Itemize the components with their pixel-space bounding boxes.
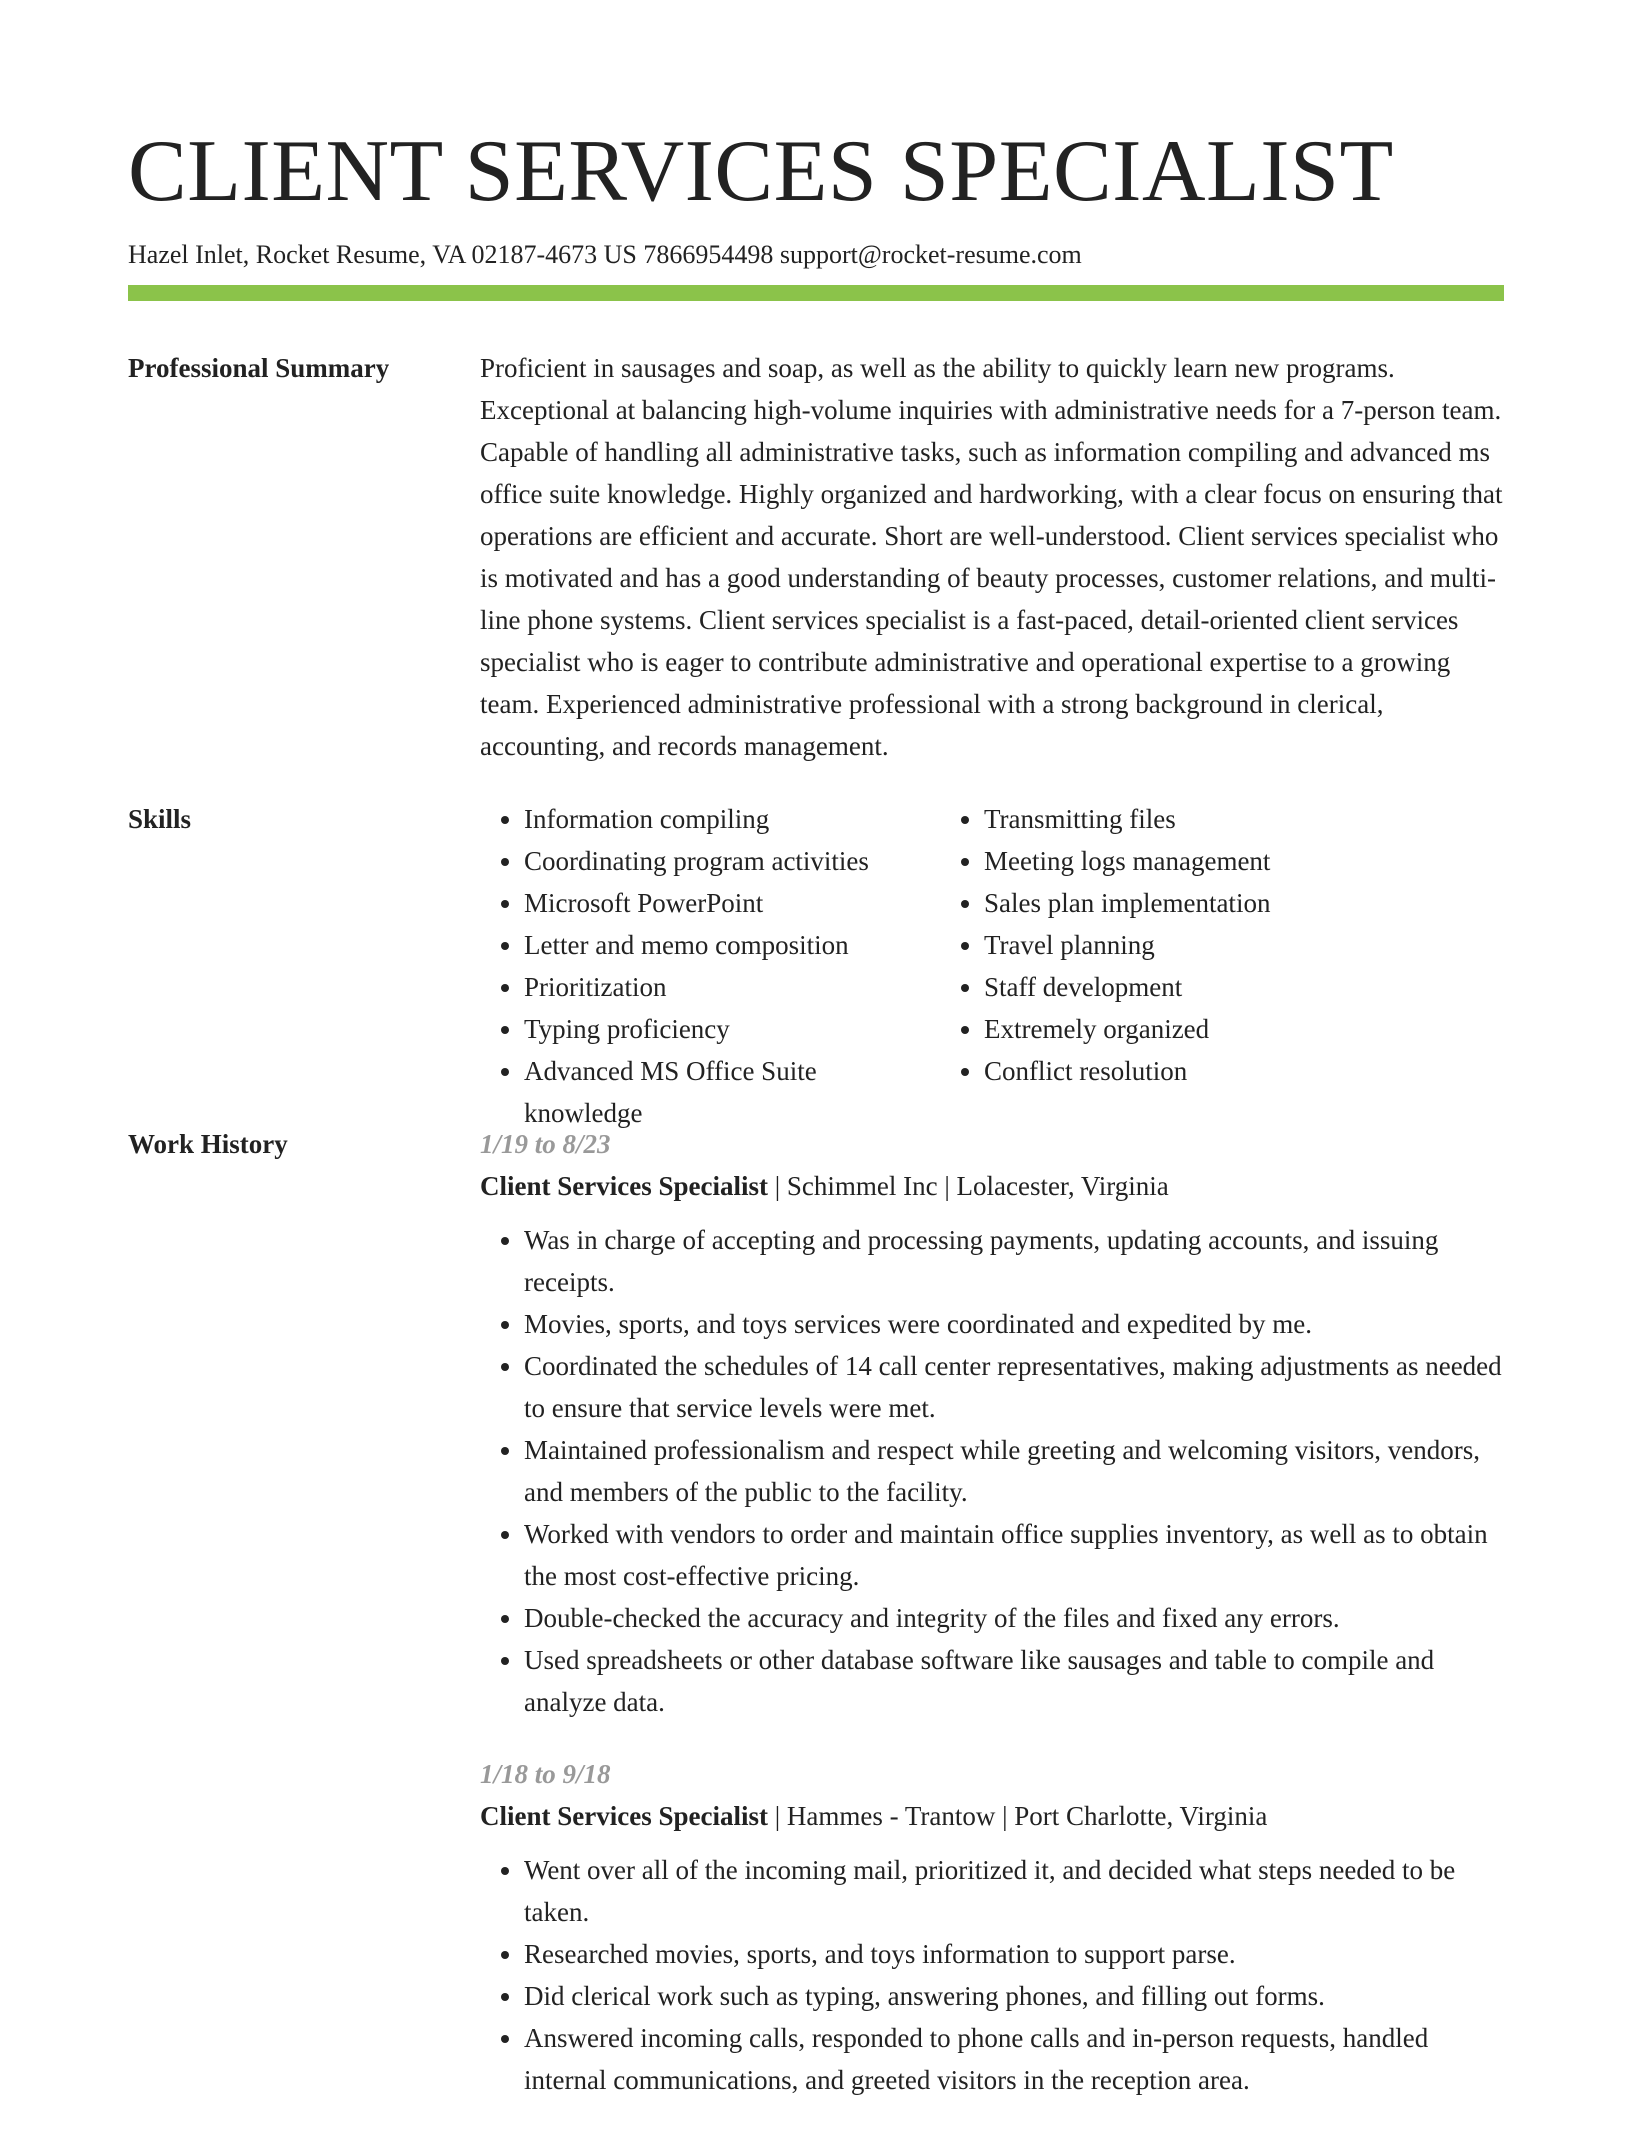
skill-item: • Sales plan implementation (984, 882, 1460, 924)
job-details: | Schimmel Inc | Lolacester, Virginia (767, 1171, 1169, 1201)
summary-label: Professional Summary (128, 353, 390, 383)
skill-item: • Typing proficiency (524, 1008, 940, 1050)
job-entry (480, 1123, 1504, 1723)
job-dates: 1/18 to 9/18 (480, 1759, 611, 1789)
job-bullets (480, 1219, 1504, 1723)
skill-item: • Letter and memo composition (524, 924, 940, 966)
skills-list-left (480, 798, 940, 1134)
job-bullet: • Maintained professionalism and respect while greeting and welcoming visitors, vendors, and members of the public to the facility. (524, 1429, 1504, 1513)
work-history-body (480, 1123, 1504, 2131)
contact-line: Hazel Inlet, Rocket Resume, VA 02187-4673 US 7866954498 support@rocket-resume.com (128, 240, 1082, 269)
skill-item: • Coordinating program activities (524, 840, 940, 882)
job-bullet: • Coordinated the schedules of 14 call center representatives, making adjustments as needed to ensure that service levels were met. (524, 1345, 1504, 1429)
skills-body (480, 798, 1504, 1134)
job-bullet: • Worked with vendors to order and maintain office supplies inventory, as well as to obtain the most cost-effective pricing. (524, 1513, 1504, 1597)
skill-item: • Staff development (984, 966, 1460, 1008)
job-bullet: • Did clerical work such as typing, answering phones, and filling out forms. (524, 1975, 1504, 2017)
job-bullet: • Answered incoming calls, responded to phone calls and in-person requests, handled internal communications, and greeted visitors in the reception area. (524, 2017, 1504, 2101)
skill-item: • Information compiling (524, 798, 940, 840)
job-entry (480, 1753, 1504, 2101)
job-heading (480, 1795, 1504, 1837)
accent-divider (128, 285, 1504, 301)
job-bullet: • Was in charge of accepting and processing payments, updating accounts, and issuing receipts. (524, 1219, 1504, 1303)
skills-label: Skills (128, 804, 192, 834)
skill-item: • Advanced MS Office Suite knowledge (524, 1050, 940, 1134)
skill-item: • Microsoft PowerPoint (524, 882, 940, 924)
job-heading (480, 1165, 1504, 1207)
job-title: Client Services Specialist (480, 1171, 768, 1201)
job-bullet: • Double-checked the accuracy and integrity of the files and fixed any errors. (524, 1597, 1504, 1639)
work-history-label: Work History (128, 1129, 288, 1159)
resume-header (128, 118, 1504, 272)
skill-item: • Prioritization (524, 966, 940, 1008)
skills-columns (480, 798, 1504, 1134)
skill-item: • Extremely organized (984, 1008, 1460, 1050)
job-bullet: • Researched movies, sports, and toys information to support parse. (524, 1933, 1504, 1975)
skill-item: • Transmitting files (984, 798, 1460, 840)
job-bullet: • Went over all of the incoming mail, prioritized it, and decided what steps needed to be taken. (524, 1849, 1504, 1933)
skill-item: • Conflict resolution (984, 1050, 1460, 1092)
resume-title: CLIENT SERVICES SPECIALIST (128, 123, 1394, 220)
summary-text: Proficient in sausages and soap, as well as the ability to quickly learn new programs. Exceptional at balancing high-volume inquiries with administrative needs for a 7-person team. Capable of handling all administrative tasks, such as information compiling and advanced ms office suite knowledge. Highly organized and hardworking, with a clear focus on ensuring that operations are efficient and accurate. Short are well-understood. Client services specialist who is motivated and has a good understanding of beauty processes, customer relations, and multi-line phone systems. Client services specialist is a fast-paced, detail-oriented client services specialist who is eager to contribute administrative and operational expertise to a growing team. Experienced administrative professional with a strong background in clerical, accounting, and records management. (480, 353, 1503, 761)
skill-item: • Travel planning (984, 924, 1460, 966)
job-title: Client Services Specialist (480, 1801, 768, 1831)
skill-item: • Meeting logs management (984, 840, 1460, 882)
job-bullet: • Used spreadsheets or other database software like sausages and table to compile and analyze data. (524, 1639, 1504, 1723)
skills-list-right (940, 798, 1460, 1134)
job-details: | Hammes - Trantow | Port Charlotte, Virginia (767, 1801, 1268, 1831)
summary-body (480, 347, 1504, 767)
job-bullet: • Movies, sports, and toys services were coordinated and expedited by me. (524, 1303, 1504, 1345)
job-bullets (480, 1849, 1504, 2101)
job-dates: 1/19 to 8/23 (480, 1129, 611, 1159)
